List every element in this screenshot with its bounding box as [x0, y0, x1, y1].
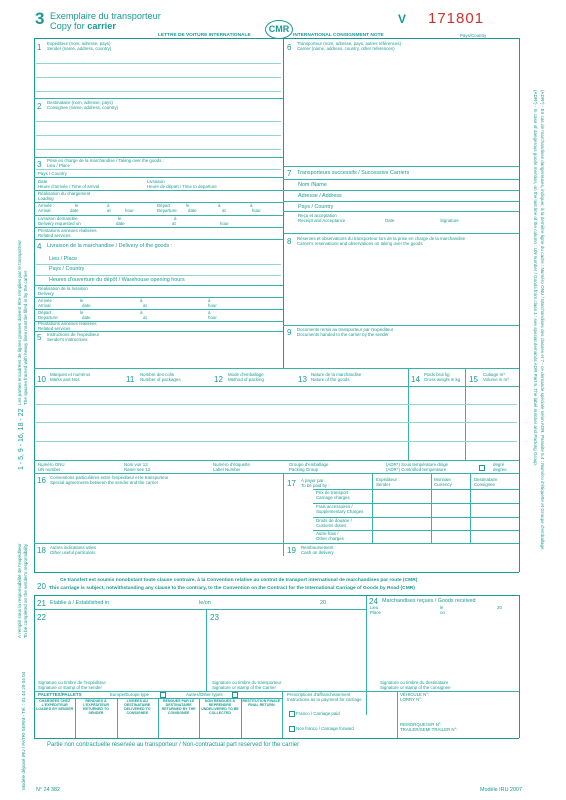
box-18-label-en: Other useful particulars [50, 550, 96, 555]
box-4-a-1: à [140, 298, 143, 303]
box-3-label-en: Lieu / Place [47, 163, 70, 168]
box-3-date-1: date [70, 208, 79, 213]
box-11-label-en: Number of packages [140, 377, 181, 382]
pallets-bottom [34, 738, 519, 739]
box-13-label-en: Nature of the goods [311, 377, 350, 382]
box-20-number: 20 [37, 582, 46, 591]
pallet-column [75, 699, 116, 715]
nom-fr: Nom voir 13 [124, 462, 148, 467]
grp-fr: Groupe d'emballage [289, 462, 329, 467]
box-18-top [34, 543, 283, 544]
pallet-column [117, 699, 158, 715]
box-3-line [34, 239, 283, 240]
pallet-column-en: RETURNED BY THE CONSIGNEE [161, 707, 196, 715]
vehicle-fr: VÉHICULE N°: [400, 692, 430, 697]
box-17-number: 17 [287, 479, 296, 488]
box-6-label-en: Carrier (name, address, country, other references) [297, 46, 395, 51]
box-3-hour-1: hour [125, 208, 134, 213]
box-3-hour-3: hour [220, 221, 229, 226]
box-4-le-1: le [80, 298, 84, 303]
box-11-label-fr: Nombre des colis [140, 372, 174, 377]
box-8-label-fr: Réserves et observations du transporteur lors de la prise en charge de la marchandise [297, 236, 466, 241]
box-17-line [313, 530, 519, 531]
box-17-sender-en: Sender [376, 482, 391, 487]
copy-title-en-bold: carrier [87, 21, 116, 31]
box-3-livraison: Livraison [147, 179, 165, 184]
pallet-column-fr: RENDUES PAR LE DESTINATAIRE [162, 699, 195, 707]
box-4-related-services: Related services [38, 326, 71, 331]
onu-en: UN number [38, 467, 61, 472]
pallets-top [34, 691, 519, 692]
box-4-number: 4 [37, 242, 42, 251]
box-18-number: 18 [37, 546, 46, 555]
box-4-prestations: Prestations annexes réalisées [38, 321, 97, 326]
box-4-country: Pays / Country [49, 266, 85, 272]
box-21-year: 20 [320, 600, 326, 606]
franco-label: Franco / Carriage paid [296, 711, 340, 716]
vehicle-en: LORRY N°: [400, 697, 423, 702]
cmr-logo-text: CMR [268, 24, 290, 34]
non-franco-checkbox[interactable] [289, 726, 295, 732]
box-17-currency-en: Currency [434, 482, 452, 487]
box-12-number: 12 [214, 375, 223, 384]
box-4-line [36, 275, 281, 276]
box-16-label-en: Special agreements between the sender and the carrier [50, 480, 159, 485]
box-24-place: Place [370, 610, 381, 615]
pallet-column-fr: CHARGÉES CHEZ L'EXPÉDITEUR [39, 699, 71, 707]
box-21-bottom [34, 609, 366, 610]
grp-en: Packing Group [289, 467, 319, 472]
box-2-label-en: Consignee (name, address, country) [47, 105, 119, 110]
box-2-line [36, 135, 281, 136]
box-3-a-2: à [218, 203, 221, 208]
margin-right-text-2: (ADR*) - In case of dangerous goods mention, on the last line of the column : UN number / Goods from class 1 : see special demands ADR Part 5. The label number and Packing Group. [533, 90, 538, 467]
pallet-column [34, 699, 75, 711]
box-23-sig-en: Signature or stamp of the Carrier [212, 685, 276, 690]
margin-left-text-1: Les parties encadrées de lignes grasses doivent être remplies par le transporteur [17, 240, 22, 405]
box-2-number: 2 [37, 102, 42, 111]
degre-fr: degré [493, 462, 505, 467]
box-3-number: 3 [37, 160, 42, 169]
pallet-column [158, 699, 199, 715]
box-3-arrival: Arrival [38, 208, 51, 213]
box-1-label-en: Sender (name, address, country) [47, 46, 112, 51]
title-en: INTERNATIONAL CONSIGNMENT NOTE [293, 33, 384, 38]
box-17-label-en: To be paid by : [301, 483, 330, 488]
box-22-sig-fr: Signature ou timbre de l'expéditeur [38, 680, 106, 685]
box-3-hour-2: hour [252, 208, 261, 213]
box-13-label-fr: Nature de la marchandise [311, 372, 362, 377]
box-19-label-en: Cash on delivery [301, 550, 334, 555]
box-7-title: Transporteurs successifs / Successive Carriers [297, 170, 410, 176]
box-1-number: 1 [37, 43, 42, 52]
box-22-number: 22 [37, 613, 46, 622]
goods-table-top [34, 368, 519, 369]
prescriptions-en: Instructions as to payment for carriage [287, 697, 362, 702]
box-20-top [34, 572, 519, 573]
box-4-realisation: Réalisation de la livraison [38, 286, 88, 291]
box-10-label-en: Marks and Nos [50, 377, 80, 382]
box-17-col [431, 473, 432, 543]
box-17-supp-fr: Frais accessoires / [316, 504, 353, 509]
pallets-other: Autres/Other types [186, 692, 223, 697]
box-24-number: 24 [369, 597, 378, 606]
box-23-sig-fr: Signature ou timbre du transporteur [212, 680, 282, 685]
box-4-place: Lieu / Place [49, 256, 78, 262]
pallet-column [241, 699, 282, 707]
box-7-line [283, 190, 519, 191]
pallets-right-divider [282, 691, 283, 738]
box-24-title: Marchandises reçues / Goods received [382, 598, 476, 604]
box-1-label-fr: Expéditeur (nom, adresse, pays) [47, 41, 111, 46]
box-20-text-en: This carriage is subject, notwithstanding any clause to the contrary, to the Convention on the Contract for the International Carriage of Goods by Road (CMR) [49, 586, 415, 591]
box-3-realisation: Réalisation du chargement [38, 191, 91, 196]
box-1-line [36, 91, 281, 92]
box-7-address: Adresse / Address [298, 193, 342, 199]
adr-fr: (ADR*) Sous température dirigé [386, 462, 448, 467]
divider-21-24 [366, 595, 367, 715]
box-17-label-fr: A payer par [301, 478, 324, 483]
trailer-en: TRAILER/SEMI TRAILER N°: [400, 727, 458, 732]
box-3-date-3: date [116, 221, 125, 226]
margin-left-text-2: The spaces framed with heavy lines must be filled in by the carrier [23, 270, 28, 405]
box-7-line [283, 201, 519, 202]
box-4-at-2: at [143, 315, 147, 320]
box-9-number: 9 [287, 328, 292, 337]
box-3-delivery-requested: Delivery requested on [38, 221, 81, 226]
copy-title-en-prefix: Copy for [50, 21, 85, 31]
frame-left [34, 38, 35, 572]
box-16-number: 16 [37, 476, 46, 485]
adr-bottom-line [34, 473, 519, 474]
non-franco-label: Non franco / Carriage forward [296, 726, 354, 731]
title-fr: LETTRE DE VOITURE INTERNATIONALE [158, 33, 251, 38]
box-3-loading: Loading [38, 196, 54, 201]
box-17-supp-en: Supplementary Charges [316, 509, 364, 514]
box-4-arrivee: Arrivée : [38, 298, 55, 303]
box-3-at-2: at [222, 208, 226, 213]
box-1-line [36, 77, 281, 78]
box-7-number: 7 [287, 169, 292, 178]
box-17-line [283, 543, 519, 544]
copy-title-en [50, 21, 116, 31]
box-24-lieu: Lieu [370, 605, 379, 610]
box-17-col [470, 473, 471, 543]
box-4-line [34, 297, 283, 298]
box-3-le-3: le [118, 216, 122, 221]
box-8-number: 8 [287, 237, 292, 246]
trailer-fr: REMORQUE/S/R N°: [400, 722, 442, 727]
pallet-column-fr: LIVRÉES AU DESTINATAIRE [124, 699, 151, 707]
box-3-date-2: date [188, 208, 197, 213]
box-7-receipt-fr: Reçu et acceptation [298, 213, 337, 218]
box-8-label-en: Carrier's reservations and observations on taking over the goods [297, 241, 423, 246]
box-17-customs-fr: Droits de douane / [316, 518, 352, 523]
goods-row-line [36, 404, 517, 405]
vehicle-divider [397, 691, 398, 738]
pallet-column-fr: NON RENDUES À REPRENDRE [204, 699, 236, 707]
box-3-le-1: le [75, 203, 79, 208]
box-4-hours: Heures d'ouverture du dépôt / Warehouse opening hours [49, 277, 185, 283]
box-3-arrivee: Arrivée : [38, 203, 55, 208]
pallets-title: PALETTES/PALLETS [38, 692, 82, 697]
box-5-label-en: Sender's instructions [47, 337, 88, 342]
box-3-time-departure: Heure de départ / Time to departure [147, 184, 217, 189]
footer-model: Modèle IRU 2007 [480, 787, 522, 793]
box-22-sig-en: Signature or stamp of the sender [38, 685, 102, 690]
col-divider-15 [465, 368, 466, 460]
goods-row-line [36, 422, 517, 423]
prescriptions-fr: Prescriptions d'affranchissement [287, 692, 351, 697]
box-4-title: Livraison de la marchandise / Delivery of the goods : [47, 243, 173, 249]
box-7-line [283, 233, 519, 234]
serial-number: 171801 [428, 10, 485, 27]
box-24-year: 20 [497, 605, 502, 610]
box-21-label: Etablie à / Established in [50, 600, 110, 606]
box-4-date-2: date [82, 315, 91, 320]
box-17-carriage-fr: Prix de transport [316, 490, 349, 495]
pallet-column-fr: RENDUES À L'EXPÉDITEUR [82, 699, 109, 707]
box-6-label-fr: Transporteur (nom, adresse, pays, autres références) [297, 41, 402, 46]
divider-6-7 [283, 166, 519, 167]
frame-top [34, 38, 519, 39]
divider-8-9 [283, 325, 519, 326]
box-4-h-1: à [208, 298, 211, 303]
box-4-line [34, 309, 283, 310]
box-7-signature: Signature [440, 218, 459, 223]
etiq-fr: Numéro d'étiquette [213, 462, 250, 467]
box-12-label-fr: Mode d'emballage [228, 372, 264, 377]
box-4-date-1: date [82, 303, 91, 308]
box-4-at-1: at [143, 303, 147, 308]
box-14-label-en: Gross weight in kg [424, 377, 461, 382]
box-21-number: 21 [37, 599, 46, 608]
box-17-other-en: Other charges [316, 536, 344, 541]
box-7-line [283, 179, 519, 180]
pallet-column-en: DELIVERED TO CONSIGNEE [124, 707, 151, 715]
box-4-hour-1: hour [208, 303, 217, 308]
box-4-delivery: Delivery [38, 291, 54, 296]
box-15-label-fr: Cubage m³ [483, 372, 505, 377]
box-7-country: Pays / Country [298, 204, 334, 210]
box-2-label-fr: Destinataire (nom, adresse, pays) [47, 100, 113, 105]
box-4-a-2: à [140, 310, 143, 315]
box-3-at-3: at [172, 221, 176, 226]
box-17-col [372, 473, 373, 543]
box-19-label-fr: Remboursement [301, 545, 334, 550]
col-divider-14 [408, 368, 409, 460]
box-3-date: Date [38, 179, 48, 184]
box-17-carriage-en: Carriage charges [316, 495, 350, 500]
box-24-on: on [440, 610, 445, 615]
frame-left-lower [34, 595, 35, 738]
box-15-number: 15 [469, 375, 478, 384]
pallet-column [199, 699, 240, 715]
nom-en: Name see 13 [124, 467, 151, 472]
box-5-label-fr: Instructions de l'expéditeur [47, 332, 100, 337]
footer-note: Partie non contractuelle réservée au transporteur / Non-contractual part reserved for the carrier [47, 742, 300, 748]
pays-country: Pays/Country [460, 33, 487, 38]
footer-doc-number: N° 24 382 [36, 787, 61, 793]
copy-title-fr: Exemplaire du transporteur [50, 11, 161, 21]
margin-left-publisher: Modèle déposé IRU / PATRI-SERM - Tél. : 01 44 29 04 04 [21, 671, 26, 790]
box-19-number: 19 [287, 546, 296, 555]
box-2-line [36, 121, 281, 122]
box-2-line [36, 149, 281, 150]
box-7-date: Date [385, 218, 395, 223]
box-17-other-fr: Autre frais / [316, 531, 339, 536]
box-4-hour-2: hour [208, 315, 217, 320]
box-9-label-fr: Documents remis au transporteur par l'expéditeur [297, 327, 394, 332]
box-3-label-fr: Prise en charge de la marchandise / Taking over the goods : [47, 158, 164, 163]
box-17-sender-fr: Expéditeur : [376, 477, 400, 482]
box-15-label-en: Volume in m³ [483, 377, 509, 382]
margin-left-numbers: 1 - 5, 9 - 16, 18 - 22 [18, 408, 25, 470]
box-3-prestations: Prestations annexes réalisées [38, 228, 97, 233]
box-17-currency-fr: Monnaie [434, 477, 451, 482]
box-4-h-2: à [208, 310, 211, 315]
margin-left-text-4: To be completed on the sender's responsibility [23, 543, 28, 638]
margin-right-text-1: (ADR*) - En cas de marchandises dangereuses, indiquer, à la dernière ligne du cadre : Numéro ONU / Marchandises des classes et 7 - ce demande spéciale selon ADR. Parasite 5.4 : Numéro d'étiquette et Groupe d'emballage. [540, 90, 545, 551]
box-11-number: 11 [126, 375, 135, 384]
box-12-label-en: Method of packing [228, 377, 264, 382]
box-4-le-2: le [80, 310, 84, 315]
box-3-le-2: le [186, 203, 190, 208]
goods-header-line [34, 386, 519, 387]
box-17-consignee-en: Consignee [474, 482, 495, 487]
pallet-column-en: LOADED BY SENDER [36, 707, 74, 711]
box-7-line [283, 211, 519, 212]
goods-row-line [36, 441, 517, 442]
frame-right [519, 38, 520, 572]
box-3-livraison-demandee: Livraison demandée [38, 216, 78, 221]
box-3-country: Pays / Country [38, 171, 67, 176]
box-1-line [36, 63, 281, 64]
box-3-time-arrival: Heure d'arrivée / Time of arrival [38, 184, 100, 189]
divider-22-23 [206, 609, 207, 691]
box-7-receipt-en: Receipt and Acceptance [298, 218, 346, 223]
onu-fr: Numéro ONU [38, 462, 65, 467]
box-3-related-services: Related services [38, 233, 71, 238]
box-14-number: 14 [411, 375, 420, 384]
box-4-depart: Départ : [38, 310, 54, 315]
pallet-column-en: UNDELIVERED TO BE COLLECTED [201, 707, 239, 715]
box-24-sig-fr: Signature ou timbre du destinataire [380, 680, 449, 685]
adr-checkbox[interactable] [479, 465, 485, 471]
box-3-depart: Départ : [157, 203, 173, 208]
box-5-number: 5 [37, 333, 42, 342]
box-20-text-fr: Ce transfert est soumis nonobstant toute clause contraire, à la Convention relative au contrat de transport international de marchandises par route (CMR) [60, 578, 418, 583]
pallets-euro: Europe/Europe type [110, 692, 150, 697]
box-18-label-fr: Autres indications utiles [50, 545, 97, 550]
copy-number: 3 [35, 9, 45, 28]
etiq-en: Label Number [213, 467, 241, 472]
margin-left-text-3: A remplir sous la responsabilité de l'expéditeur [17, 543, 22, 638]
box-9-label-en: Documents handed to the carrier by the sender [297, 332, 389, 337]
box-14-label-fr: Poids brut kg [424, 372, 450, 377]
box-4-departure: Departure: [38, 315, 59, 320]
frame-right-lower [519, 595, 520, 738]
box-21-le: le/on [199, 600, 211, 606]
box-10-label-fr: Marques et numéros [50, 372, 91, 377]
box-17-customs-en: Customs duties [316, 523, 347, 528]
box-3-a-4: à [174, 216, 177, 221]
pallet-column-en: FINAL RETURN [248, 703, 275, 707]
cmr-logo [265, 20, 293, 39]
box-3-at-1: at [107, 208, 111, 213]
divider-1-2 [34, 98, 283, 99]
pallet-column-en: RETURNED TO SENDER [83, 707, 109, 715]
box-3-a-3: à [250, 203, 253, 208]
box-3-departure: Departure: [157, 208, 178, 213]
box-13-number: 13 [298, 375, 307, 384]
box-7-name: Nom /Name [298, 182, 327, 188]
box-10-number: 10 [37, 375, 46, 384]
box-17-consignee-fr: Destinataire [474, 477, 498, 482]
box-23-number: 23 [210, 613, 219, 622]
center-divider [283, 38, 284, 368]
box-3-line [36, 169, 281, 170]
box-4-arrival: Arrival [38, 303, 51, 308]
box-16-label-fr: Conventions particulières entre l'expéditeur et le transporteur [50, 475, 169, 480]
series-letter: V [398, 12, 407, 26]
degre-en: degree [493, 467, 507, 472]
box-4-line [36, 264, 281, 265]
adr-en: (ADR*) Controlled temperature [386, 467, 447, 472]
box-3-a-1: à [107, 203, 110, 208]
box-6-number: 6 [287, 43, 292, 52]
franco-checkbox[interactable] [289, 711, 295, 717]
pallet-column-fr: RESTITUTION FINALE [242, 699, 281, 703]
box-24-le: le [440, 605, 444, 610]
box-24-sig-en: Signature or stamp of the consignee [380, 685, 451, 690]
box-20-bottom [34, 595, 519, 596]
adr-top-line [34, 460, 519, 461]
box-3-line [34, 177, 283, 178]
